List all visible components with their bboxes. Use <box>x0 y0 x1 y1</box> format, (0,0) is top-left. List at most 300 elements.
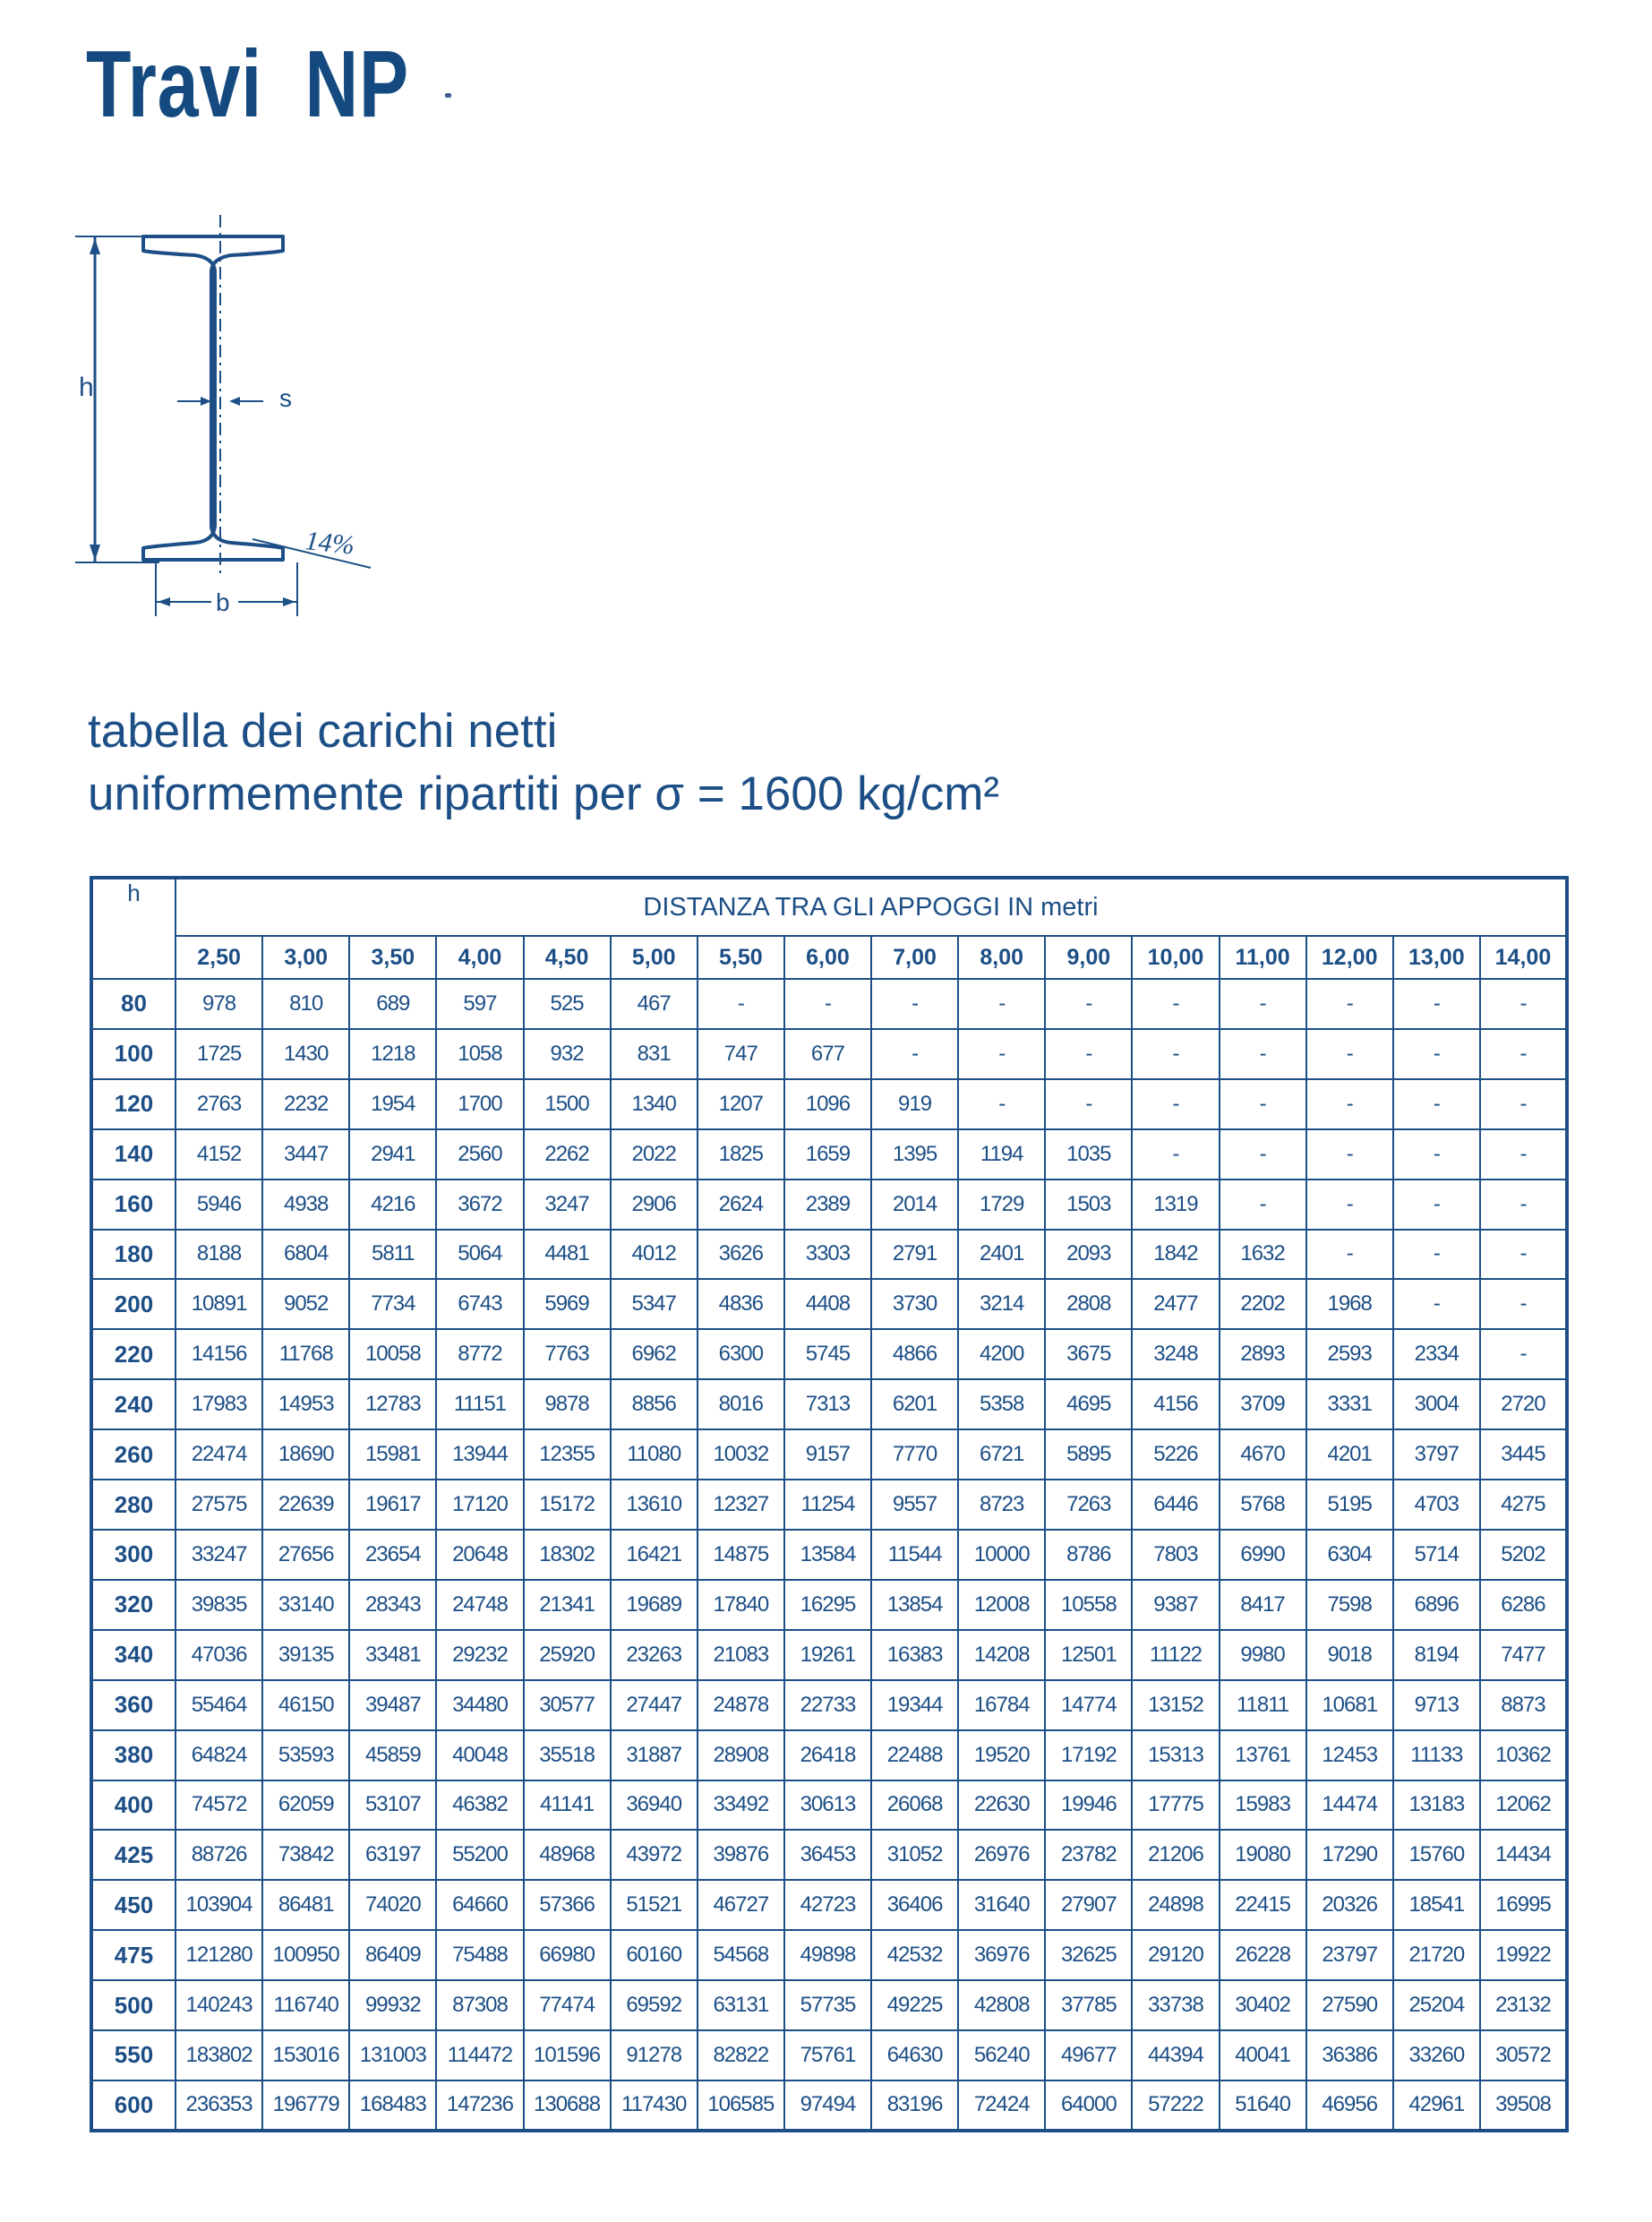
row-height-label: 220 <box>91 1329 175 1379</box>
load-cell: 747 <box>698 1029 784 1079</box>
load-cell: 33481 <box>349 1630 436 1680</box>
load-cell: 28908 <box>698 1730 784 1780</box>
load-cell: 4695 <box>1045 1379 1132 1429</box>
load-cell: 2624 <box>698 1180 784 1230</box>
load-cell: - <box>1132 1129 1219 1180</box>
load-cell: 1659 <box>784 1129 871 1180</box>
load-cell: 5714 <box>1393 1530 1480 1580</box>
load-cell: 13152 <box>1132 1680 1219 1730</box>
table-row <box>91 1180 1567 1230</box>
load-cell: 51640 <box>1220 2080 1306 2131</box>
load-cell: 53593 <box>262 1730 349 1780</box>
load-cell: 4201 <box>1306 1429 1393 1480</box>
load-cell: 19946 <box>1045 1780 1132 1831</box>
load-cell: 15172 <box>524 1480 611 1530</box>
load-cell: - <box>958 1079 1045 1129</box>
load-cell: 20648 <box>436 1530 523 1580</box>
load-cell: 18302 <box>524 1530 611 1580</box>
load-cell: 6990 <box>1220 1530 1306 1580</box>
load-cell: 24748 <box>436 1580 523 1630</box>
load-cell: 4216 <box>349 1180 436 1230</box>
load-cell: 33738 <box>1132 1980 1219 2030</box>
load-cell: 42723 <box>784 1880 871 1930</box>
load-cell: 14434 <box>1480 1830 1567 1880</box>
load-cell: 831 <box>611 1029 698 1079</box>
table-row <box>91 1429 1567 1480</box>
table-row <box>91 2080 1567 2131</box>
load-cell: 3214 <box>958 1279 1045 1329</box>
load-cell: 1207 <box>698 1079 784 1129</box>
load-cell: 932 <box>524 1029 611 1079</box>
load-cell: - <box>1306 1180 1393 1230</box>
load-cell: 3797 <box>1393 1429 1480 1480</box>
distance-header: 4,00 <box>436 936 523 979</box>
load-cell: 73842 <box>262 1830 349 1880</box>
load-cell: 49225 <box>871 1980 958 2030</box>
load-cell: - <box>1480 1129 1567 1180</box>
load-cell: 2014 <box>871 1180 958 1230</box>
load-cell: 14774 <box>1045 1680 1132 1730</box>
row-height-label: 475 <box>91 1930 175 1980</box>
table-row <box>91 1379 1567 1429</box>
row-height-label: 550 <box>91 2030 175 2080</box>
load-cell: 43972 <box>611 1830 698 1880</box>
load-cell: 3331 <box>1306 1379 1393 1429</box>
distance-header: 14,00 <box>1480 936 1567 979</box>
load-cell: - <box>698 979 784 1029</box>
load-cell: 64630 <box>871 2030 958 2080</box>
load-cell: 74020 <box>349 1880 436 1930</box>
table-row <box>91 979 1567 1029</box>
load-cell: 140243 <box>175 1980 262 2030</box>
load-cell: 7770 <box>871 1429 958 1480</box>
load-cell: 7734 <box>349 1279 436 1329</box>
load-cell: 5895 <box>1045 1429 1132 1480</box>
row-height-label: 200 <box>91 1279 175 1329</box>
row-height-label: 600 <box>91 2080 175 2131</box>
table-row <box>91 1580 1567 1630</box>
load-cell: 37785 <box>1045 1980 1132 2030</box>
row-height-label: 300 <box>91 1530 175 1580</box>
load-cell: 183802 <box>175 2030 262 2080</box>
load-cell: 66980 <box>524 1930 611 1980</box>
load-cell: 2560 <box>436 1129 523 1180</box>
load-cell: 46382 <box>436 1780 523 1831</box>
load-cell: - <box>1045 1079 1132 1129</box>
load-cell: 48968 <box>524 1830 611 1880</box>
row-height-label: 400 <box>91 1780 175 1831</box>
load-cell: 7477 <box>1480 1630 1567 1680</box>
load-cell: 63197 <box>349 1830 436 1880</box>
load-cell: 4200 <box>958 1329 1045 1379</box>
load-cell: 9713 <box>1393 1680 1480 1730</box>
load-cell: 1825 <box>698 1129 784 1180</box>
load-cell: 6446 <box>1132 1480 1219 1530</box>
load-cell: 9018 <box>1306 1630 1393 1680</box>
load-cell: 5347 <box>611 1279 698 1329</box>
row-height-label: 360 <box>91 1680 175 1730</box>
load-cell: 22639 <box>262 1480 349 1530</box>
load-cell: 75761 <box>784 2030 871 2080</box>
load-cell: 467 <box>611 979 698 1029</box>
load-cell: 64824 <box>175 1730 262 1780</box>
load-cell: 1700 <box>436 1079 523 1129</box>
load-cell: 1729 <box>958 1180 1045 1230</box>
load-cell: 46150 <box>262 1680 349 1730</box>
load-cell: 3626 <box>698 1230 784 1280</box>
table-row <box>91 1279 1567 1329</box>
load-cell: - <box>784 979 871 1029</box>
load-cell: 23263 <box>611 1630 698 1680</box>
load-cell: - <box>958 1029 1045 1079</box>
load-cell: 11080 <box>611 1429 698 1480</box>
height-arrow-top <box>90 238 100 254</box>
h-column-header: h <box>91 878 175 979</box>
load-cell: 100950 <box>262 1930 349 1980</box>
load-cell: 5226 <box>1132 1429 1219 1480</box>
load-cell: 1842 <box>1132 1230 1219 1280</box>
load-cell: 2093 <box>1045 1230 1132 1280</box>
distance-group-header: DISTANZA TRA GLI APPOGGI IN metri <box>175 878 1567 936</box>
load-cell: - <box>1393 1079 1480 1129</box>
load-cell: 47036 <box>175 1630 262 1680</box>
load-cell: 60160 <box>611 1930 698 1980</box>
distance-header: 13,00 <box>1393 936 1480 979</box>
load-cell: 31052 <box>871 1830 958 1880</box>
load-cell: 1218 <box>349 1029 436 1079</box>
load-cell: 22474 <box>175 1429 262 1480</box>
load-cell: 12008 <box>958 1580 1045 1630</box>
load-cell: 88726 <box>175 1830 262 1880</box>
load-cell: 64000 <box>1045 2080 1132 2131</box>
load-cell: 62059 <box>262 1780 349 1831</box>
load-cell: 6804 <box>262 1230 349 1280</box>
load-cell: 2389 <box>784 1180 871 1230</box>
table-row <box>91 1530 1567 1580</box>
load-cell: 11254 <box>784 1480 871 1530</box>
load-cell: 3247 <box>524 1180 611 1230</box>
distance-header: 3,00 <box>262 936 349 979</box>
load-cell: 16784 <box>958 1680 1045 1730</box>
load-cell: 101596 <box>524 2030 611 2080</box>
table-row <box>91 1480 1567 1530</box>
load-cell: 153016 <box>262 2030 349 2080</box>
load-cell: - <box>958 979 1045 1029</box>
load-cell: - <box>1393 1230 1480 1280</box>
load-cell: 7263 <box>1045 1480 1132 1530</box>
load-cell: 236353 <box>175 2080 262 2131</box>
load-cell: 7313 <box>784 1379 871 1429</box>
load-cell: 7763 <box>524 1329 611 1379</box>
load-cell: 82822 <box>698 2030 784 2080</box>
load-cell: 10032 <box>698 1429 784 1480</box>
load-cell: 55200 <box>436 1830 523 1880</box>
load-cell: 5969 <box>524 1279 611 1329</box>
load-cell: 33492 <box>698 1780 784 1831</box>
label-b: b <box>216 588 230 616</box>
distance-header: 3,50 <box>349 936 436 979</box>
load-cell: 14953 <box>262 1379 349 1429</box>
row-height-label: 450 <box>91 1880 175 1930</box>
load-cell: 30577 <box>524 1680 611 1730</box>
load-cell: 6304 <box>1306 1530 1393 1580</box>
load-cell: 1954 <box>349 1079 436 1129</box>
load-cell: 9157 <box>784 1429 871 1480</box>
load-cell: 13854 <box>871 1580 958 1630</box>
load-cell: - <box>871 979 958 1029</box>
load-cell: 6721 <box>958 1429 1045 1480</box>
load-cell: 8417 <box>1220 1580 1306 1630</box>
row-height-label: 425 <box>91 1830 175 1880</box>
load-cell: 17192 <box>1045 1730 1132 1780</box>
load-cell: 32625 <box>1045 1930 1132 1980</box>
table-row <box>91 1029 1567 1079</box>
load-cell: 97494 <box>784 2080 871 2131</box>
load-cell: 2808 <box>1045 1279 1132 1329</box>
load-cell: 3445 <box>1480 1429 1567 1480</box>
row-height-label: 380 <box>91 1730 175 1780</box>
i-beam-diagram <box>70 206 392 627</box>
load-cell: 27590 <box>1306 1980 1393 2030</box>
load-cell: - <box>1220 1180 1306 1230</box>
load-cell: 22415 <box>1220 1880 1306 1930</box>
table-row <box>91 1680 1567 1730</box>
row-height-label: 100 <box>91 1029 175 1079</box>
row-height-label: 80 <box>91 979 175 1029</box>
row-height-label: 140 <box>91 1129 175 1180</box>
load-cell: 23132 <box>1480 1980 1567 2030</box>
load-cell: 11122 <box>1132 1630 1219 1680</box>
load-cell: - <box>1220 1079 1306 1129</box>
load-cell: 31887 <box>611 1730 698 1780</box>
table-row <box>91 1730 1567 1780</box>
load-cell: 36453 <box>784 1830 871 1880</box>
row-height-label: 120 <box>91 1079 175 1129</box>
load-cell: 21206 <box>1132 1830 1219 1880</box>
load-cell: 2202 <box>1220 1279 1306 1329</box>
table-row <box>91 1079 1567 1129</box>
load-cell: 8856 <box>611 1379 698 1429</box>
load-cell: - <box>1393 1279 1480 1329</box>
load-cell: 5358 <box>958 1379 1045 1429</box>
load-cell: 15313 <box>1132 1730 1219 1780</box>
load-cell: 13584 <box>784 1530 871 1580</box>
load-cell: 9557 <box>871 1480 958 1530</box>
load-cell: 14208 <box>958 1630 1045 1680</box>
load-cell: - <box>1306 1230 1393 1280</box>
load-cell: 40041 <box>1220 2030 1306 2080</box>
load-cell: 19261 <box>784 1630 871 1680</box>
load-cell: 39135 <box>262 1630 349 1680</box>
load-cell: 39876 <box>698 1830 784 1880</box>
load-cell: 28343 <box>349 1580 436 1630</box>
load-cell: - <box>1480 1230 1567 1280</box>
load-cell: 1194 <box>958 1129 1045 1180</box>
row-height-label: 500 <box>91 1980 175 2030</box>
table-row <box>91 1329 1567 1379</box>
load-cell: 44394 <box>1132 2030 1219 2080</box>
load-cell: 46956 <box>1306 2080 1393 2131</box>
load-cell: 5745 <box>784 1329 871 1379</box>
load-cell: 17840 <box>698 1580 784 1630</box>
load-cell: 46727 <box>698 1880 784 1930</box>
load-cell: 1340 <box>611 1079 698 1129</box>
load-cell: 23654 <box>349 1530 436 1580</box>
distance-header: 5,50 <box>698 936 784 979</box>
load-cell: 597 <box>436 979 523 1029</box>
load-cell: 4703 <box>1393 1480 1480 1530</box>
load-cell: 114472 <box>436 2030 523 2080</box>
load-cell: 39835 <box>175 1580 262 1630</box>
load-cell: 40048 <box>436 1730 523 1780</box>
load-cell: 11151 <box>436 1379 523 1429</box>
load-cell: 103904 <box>175 1880 262 1930</box>
load-cell: 12501 <box>1045 1630 1132 1680</box>
load-cell: 27447 <box>611 1680 698 1730</box>
load-cell: 17290 <box>1306 1830 1393 1880</box>
load-cell: 42808 <box>958 1980 1045 2030</box>
load-cell: 1319 <box>1132 1180 1219 1230</box>
load-cell: 8786 <box>1045 1530 1132 1580</box>
load-cell: 45859 <box>349 1730 436 1780</box>
table-row <box>91 1630 1567 1680</box>
load-cell: 5946 <box>175 1180 262 1230</box>
load-cell: 24898 <box>1132 1880 1219 1930</box>
caption-line-1: tabella dei carichi netti <box>88 705 558 758</box>
table-row <box>91 2030 1567 2080</box>
load-cell: - <box>1132 1029 1219 1079</box>
distance-header: 6,00 <box>784 936 871 979</box>
load-cell: 42961 <box>1393 2080 1480 2131</box>
load-cell: 56240 <box>958 2030 1045 2080</box>
load-cell: - <box>1045 979 1132 1029</box>
load-cell: 31640 <box>958 1880 1045 1930</box>
load-cell: 1500 <box>524 1079 611 1129</box>
load-cell: 57222 <box>1132 2080 1219 2131</box>
load-cell: 12062 <box>1480 1780 1567 1831</box>
load-cell: 3248 <box>1132 1329 1219 1379</box>
label-slope: 14% <box>304 526 356 561</box>
table-row <box>91 1129 1567 1180</box>
load-cell: 7598 <box>1306 1580 1393 1630</box>
load-cell: 2262 <box>524 1129 611 1180</box>
load-cell: 57735 <box>784 1980 871 2030</box>
load-cell: 2720 <box>1480 1379 1567 1429</box>
load-cell: - <box>1393 1129 1480 1180</box>
load-cell: 810 <box>262 979 349 1029</box>
load-cell: - <box>1220 1029 1306 1079</box>
load-cell: 16295 <box>784 1580 871 1630</box>
row-height-label: 240 <box>91 1379 175 1429</box>
load-cell: - <box>1045 1029 1132 1079</box>
load-cell: 19617 <box>349 1480 436 1530</box>
load-cell: 74572 <box>175 1780 262 1831</box>
load-cell: 3709 <box>1220 1379 1306 1429</box>
load-cell: 8194 <box>1393 1630 1480 1680</box>
load-cell: 3675 <box>1045 1329 1132 1379</box>
distance-header: 4,50 <box>524 936 611 979</box>
load-cell: 63131 <box>698 1980 784 2030</box>
load-cell: 1058 <box>436 1029 523 1079</box>
load-cell: 33260 <box>1393 2030 1480 2080</box>
load-cell: 2791 <box>871 1230 958 1280</box>
distance-header: 5,00 <box>611 936 698 979</box>
load-cell: 83196 <box>871 2080 958 2131</box>
load-cell: 14156 <box>175 1329 262 1379</box>
load-cell: - <box>1306 1129 1393 1180</box>
load-cell: 8772 <box>436 1329 523 1379</box>
load-cell: 4836 <box>698 1279 784 1329</box>
load-cell: 23782 <box>1045 1830 1132 1880</box>
load-cell: 3447 <box>262 1129 349 1180</box>
load-cell: 18541 <box>1393 1880 1480 1930</box>
load-cell: - <box>1132 1079 1219 1129</box>
row-height-label: 320 <box>91 1580 175 1630</box>
load-cell: - <box>1480 979 1567 1029</box>
load-cell: 11768 <box>262 1329 349 1379</box>
load-cell: 6743 <box>436 1279 523 1329</box>
load-cell: 99932 <box>349 1980 436 2030</box>
load-cell: 10362 <box>1480 1730 1567 1780</box>
distance-header: 8,00 <box>958 936 1045 979</box>
load-cell: - <box>1393 1180 1480 1230</box>
load-cell: 4275 <box>1480 1480 1567 1530</box>
load-cell: 9980 <box>1220 1630 1306 1680</box>
load-cell: - <box>1480 1079 1567 1129</box>
load-cell: 1430 <box>262 1029 349 1079</box>
table-row <box>91 1830 1567 1880</box>
load-cell: 4012 <box>611 1230 698 1280</box>
load-cell: 6962 <box>611 1329 698 1379</box>
load-cell: 130688 <box>524 2080 611 2131</box>
load-cell: 4938 <box>262 1180 349 1230</box>
load-cell: 5768 <box>1220 1480 1306 1530</box>
load-cell: 25204 <box>1393 1980 1480 2030</box>
load-cell: 30572 <box>1480 2030 1567 2080</box>
load-cell: 87308 <box>436 1980 523 2030</box>
load-cell: 1503 <box>1045 1180 1132 1230</box>
load-cell: 27575 <box>175 1480 262 1530</box>
beam-profile <box>143 236 283 560</box>
load-cell: 91278 <box>611 2030 698 2080</box>
table-row <box>91 1930 1567 1980</box>
load-cell: 51521 <box>611 1880 698 1930</box>
load-cell: 23797 <box>1306 1930 1393 1980</box>
load-cell: 11133 <box>1393 1730 1480 1780</box>
load-cell: 36976 <box>958 1930 1045 1980</box>
load-cell: 14474 <box>1306 1780 1393 1831</box>
load-cell: 9878 <box>524 1379 611 1429</box>
load-cell: 29120 <box>1132 1930 1219 1980</box>
load-cell: 36940 <box>611 1780 698 1831</box>
load-cell: 8188 <box>175 1230 262 1280</box>
load-cell: 19080 <box>1220 1830 1306 1880</box>
caption-line-2: uniformemente ripartiti per σ = 1600 kg/cm² <box>88 768 1000 820</box>
load-cell: 6201 <box>871 1379 958 1429</box>
load-cell: 2022 <box>611 1129 698 1180</box>
load-cell: 26068 <box>871 1780 958 1831</box>
load-cell: 49898 <box>784 1930 871 1980</box>
load-cell: 13761 <box>1220 1730 1306 1780</box>
load-cell: 1096 <box>784 1079 871 1129</box>
load-cell: 55464 <box>175 1680 262 1730</box>
load-cell: 42532 <box>871 1930 958 1980</box>
load-cell: 12355 <box>524 1429 611 1480</box>
load-cell: 77474 <box>524 1980 611 2030</box>
row-height-label: 280 <box>91 1480 175 1530</box>
table-caption <box>88 700 999 826</box>
load-cell: - <box>1393 979 1480 1029</box>
